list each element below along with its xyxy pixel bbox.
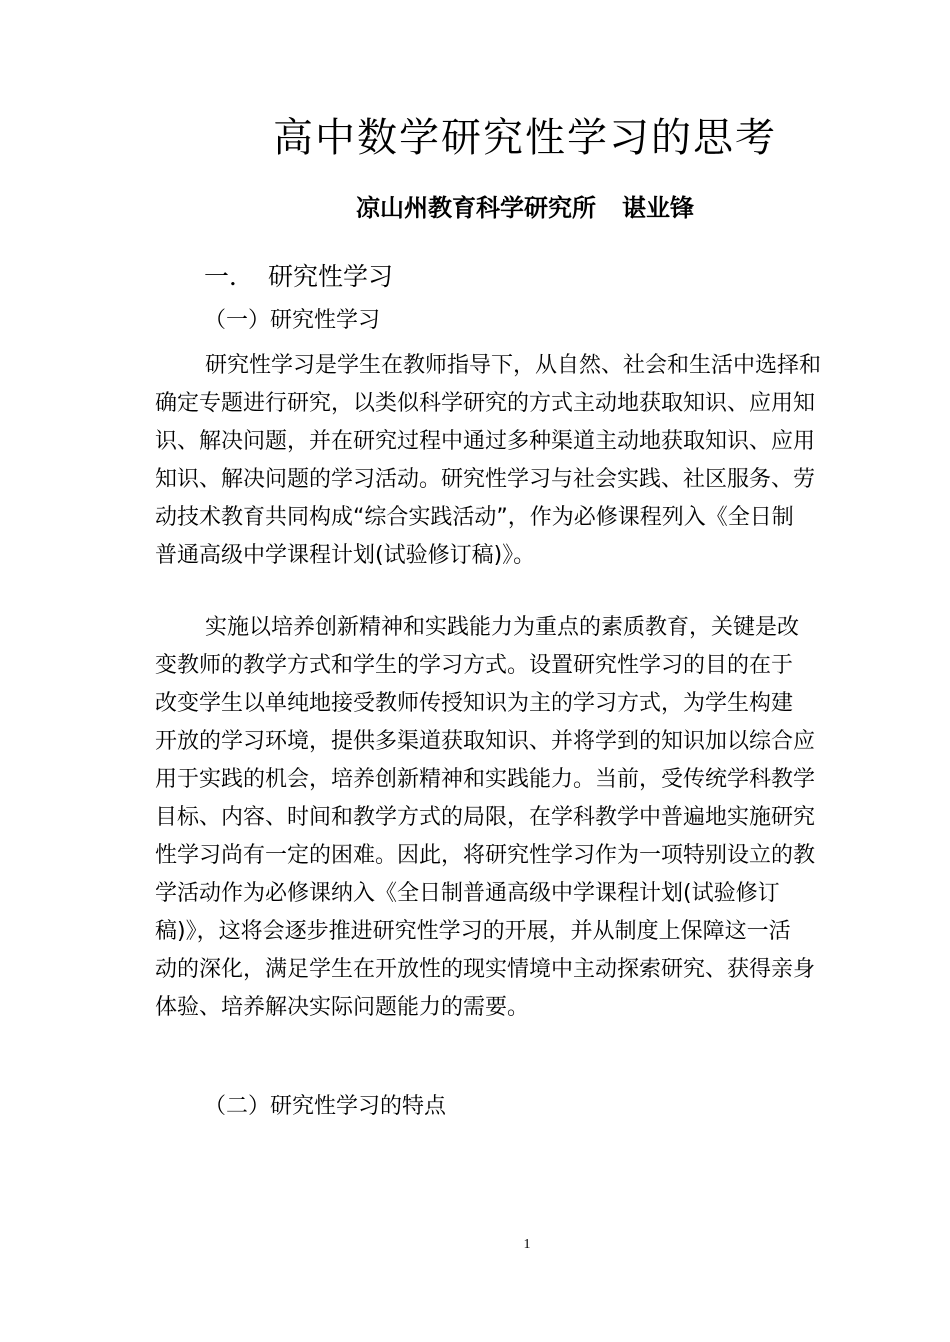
paragraph-line: 实施以培养创新精神和实践能力为重点的素质教育，关键是改 [205, 615, 800, 640]
paragraph-line: 识、解决问题，并在研究过程中通过多种渠道主动地获取知识、应用 [155, 429, 816, 454]
section-heading-1 [204, 258, 393, 296]
paragraph-line: 改变学生以单纯地接受教师传授知识为主的学习方式，为学生构建 [155, 691, 794, 716]
paragraph-line: 开放的学习环境，提供多渠道获取知识、并将学到的知识加以综合应 [155, 729, 816, 754]
paragraph-2 [155, 609, 900, 1027]
document-title: 高中数学研究性学习的思考 [273, 115, 777, 161]
paragraph-line: 体验、培养解决实际问题能力的需要。 [155, 995, 530, 1020]
subsection-heading-1: （一）研究性学习 [204, 308, 381, 333]
section-number: 一． [204, 262, 255, 291]
paragraph-line: 知识、解决问题的学习活动。研究性学习与社会实践、社区服务、劳 [155, 467, 816, 492]
section-heading-text: 研究性学习 [268, 262, 394, 291]
paragraph-line: 稿)》，这将会逐步推进研究性学习的开展，并从制度上保障这一活 [155, 919, 791, 944]
paragraph-line: 学活动作为必修课纳入《全日制普通高级中学课程计划(试验修订 [155, 881, 780, 906]
paragraph-line: 确定专题进行研究，以类似科学研究的方式主动地获取知识、应用知 [155, 391, 816, 416]
author-organization: 凉山州教育科学研究所 [356, 194, 596, 222]
author-line [150, 190, 900, 226]
paragraph-line: 变教师的教学方式和学生的学习方式。设置研究性学习的目的在于 [155, 653, 794, 678]
paragraph-line: 用于实践的机会，培养创新精神和实践能力。当前，受传统学科教学 [155, 767, 816, 792]
paragraph-1 [155, 347, 900, 575]
author-name: 谌业锋 [622, 194, 694, 222]
paragraph-line: 性学习尚有一定的困难。因此，将研究性学习作为一项特别设立的教 [155, 843, 816, 868]
paragraph-line: 动的深化，满足学生在开放性的现实情境中主动探索研究、获得亲身 [155, 957, 816, 982]
paragraph-line: 动技术教育共同构成“综合实践活动”，作为必修课程列入《全日制 [155, 505, 794, 530]
page-number: 1 [523, 1237, 531, 1252]
subsection-heading-2: （二）研究性学习的特点 [204, 1094, 447, 1119]
paragraph-line: 目标、内容、时间和教学方式的局限，在学科教学中普遍地实施研究 [155, 805, 816, 830]
paragraph-line: 普通高级中学课程计划(试验修订稿)》。 [155, 543, 536, 568]
paragraph-line: 研究性学习是学生在教师指导下，从自然、社会和生活中选择和 [205, 353, 822, 378]
